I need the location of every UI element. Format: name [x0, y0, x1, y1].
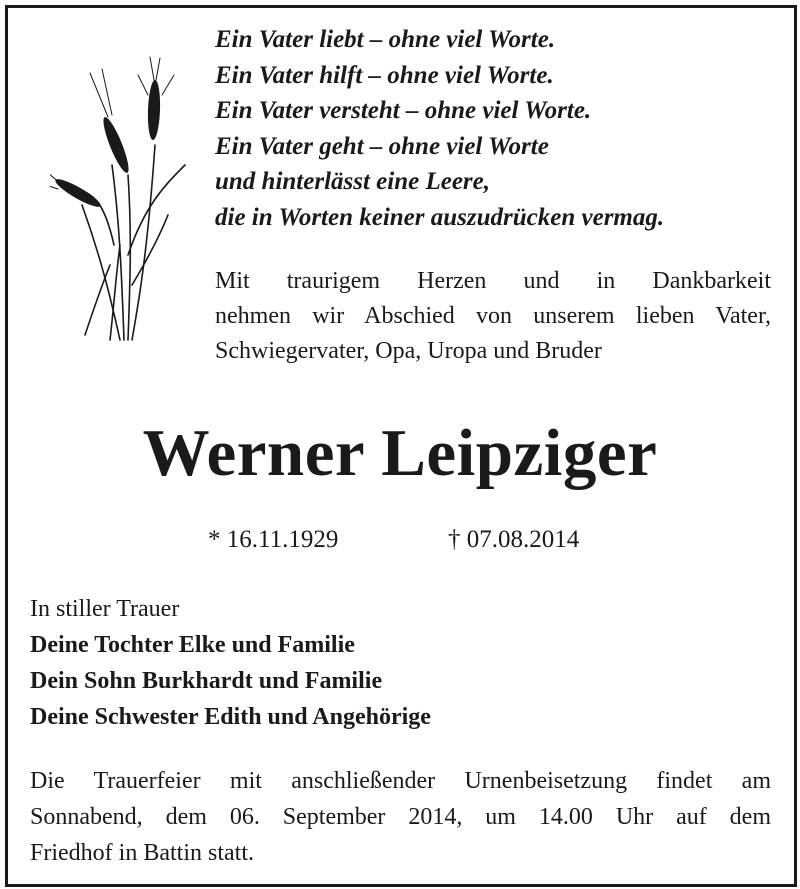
wheat-ears-icon: [50, 55, 200, 345]
poem-line: Ein Vater geht – ohne viel Worte: [215, 132, 549, 160]
farewell-line: Mit traurigem Herzen und in Dankbarkeit: [215, 268, 771, 294]
mourners-heading: In stiller Trauer: [30, 596, 180, 622]
service-line: Die Trauerfeier mit anschließender Urnenbeisetzung findet am: [30, 768, 771, 794]
farewell-line: nehmen wir Abschied von unserem lieben Vater,: [215, 303, 771, 329]
death-date: † 07.08.2014: [448, 526, 580, 553]
mourner-entry: Dein Sohn Burkhardt und Familie: [30, 668, 383, 694]
deceased-name: Werner Leipziger: [142, 416, 658, 490]
farewell-text: [215, 264, 771, 369]
service-line: Sonnabend, dem 06. September 2014, um 14.00 Uhr auf dem: [30, 804, 771, 830]
mourner-entry: Deine Schwester Edith und Angehörige: [30, 704, 431, 730]
poem-line: Ein Vater versteht – ohne viel Worte.: [215, 97, 592, 124]
mourners-list: [30, 591, 431, 735]
poem-line: die in Worten keiner auszudrücken vermag.: [215, 203, 665, 231]
funeral-service-info: [30, 763, 771, 871]
service-line: Friedhof in Battin statt.: [30, 840, 254, 866]
birth-date: * 16.11.1929: [208, 526, 339, 553]
poem-line: Ein Vater hilft – ohne viel Worte.: [215, 61, 554, 89]
poem-line: Ein Vater liebt – ohne viel Worte.: [215, 26, 556, 53]
poem-line: und hinterlässt eine Leere,: [215, 168, 491, 195]
mourner-entry: Deine Tochter Elke und Familie: [30, 632, 355, 658]
poem: [215, 22, 664, 235]
farewell-line: Schwiegervater, Opa, Uropa und Bruder: [215, 338, 602, 364]
